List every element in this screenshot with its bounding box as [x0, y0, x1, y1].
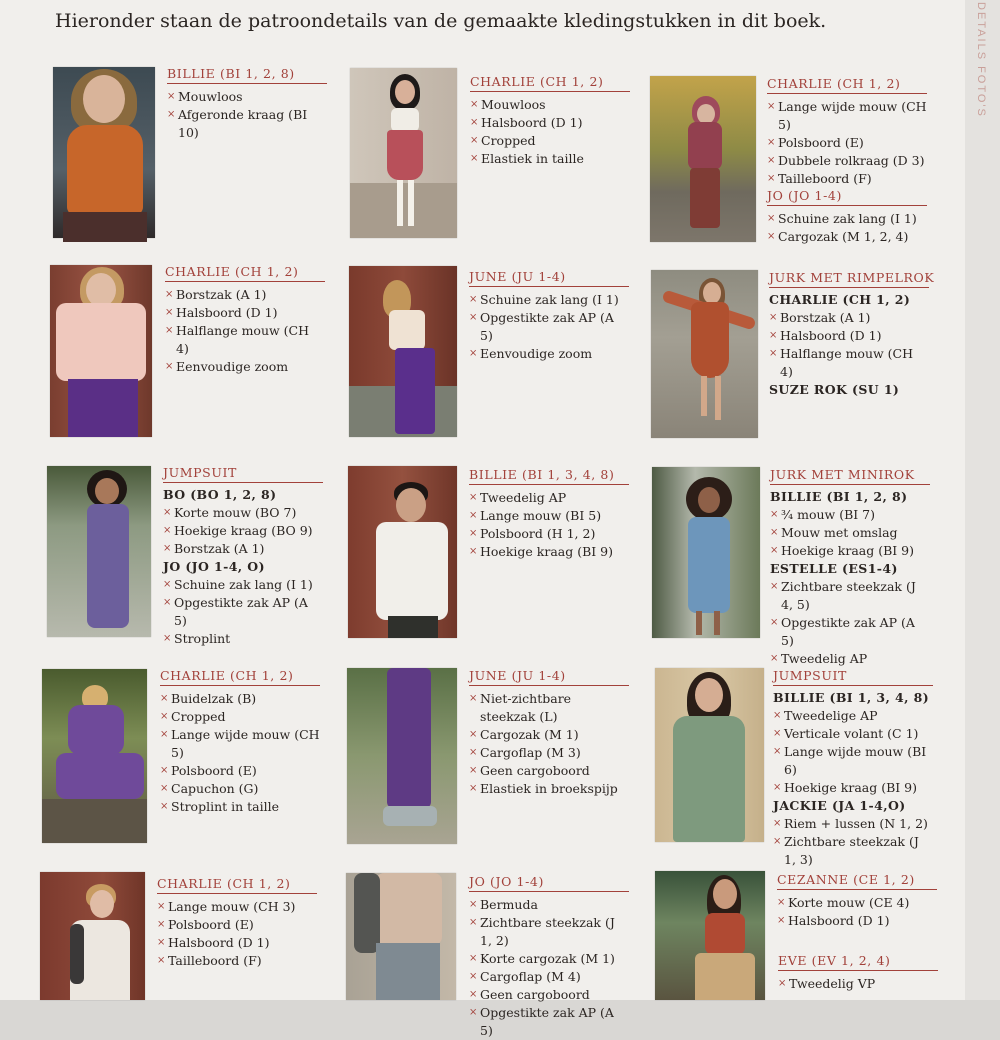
photo-charlie-jo-outfit [650, 76, 756, 242]
bullet-icon: × [469, 899, 478, 910]
block-title: JUMPSUIT [163, 465, 323, 483]
list-item [469, 762, 629, 780]
list-item-text: Schuine zak lang (I 1) [778, 211, 917, 226]
bullet-icon: × [165, 307, 174, 318]
list-item-text: Opgestikte zak AP (A 5) [480, 1005, 614, 1038]
bullet-icon: × [469, 492, 478, 503]
bullet-icon: × [160, 729, 169, 740]
block-title: CHARLIE (CH 1, 2) [160, 668, 320, 686]
bullet-icon: × [469, 294, 478, 305]
list-item-text: Tailleboord (F) [778, 171, 872, 186]
bullet-icon: × [773, 818, 782, 829]
bullet-icon: × [773, 836, 782, 847]
list-item [469, 744, 629, 762]
list-item [469, 1004, 629, 1040]
list-item-text: Cropped [171, 709, 226, 724]
block-subtitle: BILLIE (BI 1, 3, 4, 8) [773, 690, 930, 705]
block-subtitle: CHARLIE (CH 1, 2) [769, 292, 911, 307]
bullet-icon: × [767, 231, 776, 242]
bullet-icon: × [165, 325, 174, 336]
bullet-icon: × [157, 901, 166, 912]
block-subtitle: BO (BO 1, 2, 8) [163, 487, 277, 502]
list-item-text: Hoekige kraag (BO 9) [174, 523, 313, 538]
bullet-icon: × [773, 710, 782, 721]
list-item [769, 327, 929, 345]
detail-block [470, 74, 630, 168]
bullet-icon: × [469, 783, 478, 794]
detail-block [773, 668, 933, 869]
bullet-icon: × [470, 153, 479, 164]
list-item [157, 916, 317, 934]
list-item [769, 309, 929, 327]
block-title: JO (JO 1-4) [767, 188, 927, 206]
list-item [160, 726, 320, 762]
list-item [469, 914, 629, 950]
detail-block [157, 876, 317, 970]
list-item-text: Borstzak (A 1) [176, 287, 267, 302]
list-item [165, 322, 325, 358]
block-title: JURK MET MINIROK [770, 467, 930, 485]
list-item-text: Polsboord (E) [171, 763, 257, 778]
block-title: JUNE (JU 1-4) [469, 269, 629, 287]
list-item-text: Halsboord (D 1) [176, 305, 278, 320]
list-item [767, 152, 927, 170]
list-item [470, 150, 630, 168]
list-item-text: Hoekige kraag (BI 9) [784, 780, 918, 795]
detail-block [778, 953, 938, 993]
list-item [773, 779, 933, 797]
detail-block [469, 668, 629, 798]
list-item [770, 614, 930, 650]
bullet-icon: × [157, 937, 166, 948]
bullet-icon: × [770, 581, 779, 592]
photo-jurk-rimpelrok [651, 270, 758, 438]
list-item [767, 98, 927, 134]
list-item [469, 309, 629, 345]
list-item [773, 725, 933, 743]
list-item [163, 540, 323, 558]
photo-charlie-raglan [40, 872, 145, 1000]
list-item [777, 912, 937, 930]
list-item-text: Lange wijde mouw (BI 6) [784, 744, 927, 777]
bullet-icon: × [469, 989, 478, 1000]
block-subtitle: SUZE ROK (SU 1) [769, 382, 900, 397]
bullet-icon: × [163, 579, 172, 590]
bullet-icon: × [770, 653, 779, 664]
bullet-icon: × [470, 99, 479, 110]
list-item-text: Cropped [481, 133, 536, 148]
list-item-text: Borstzak (A 1) [174, 541, 265, 556]
list-item [160, 762, 320, 780]
block-title: CEZANNE (CE 1, 2) [777, 872, 937, 890]
block-title: JUMPSUIT [773, 668, 933, 686]
sidebar-title: DETAILS FOTO'S [975, 2, 987, 118]
block-title: BILLIE (BI 1, 3, 4, 8) [469, 467, 629, 485]
list-item-text: Verticale volant (C 1) [784, 726, 919, 741]
block-subtitle: ESTELLE (ES1-4) [770, 561, 898, 576]
photo-jo-bermuda [346, 873, 456, 1000]
page-edge [965, 0, 1000, 1000]
detail-block [767, 76, 927, 188]
list-item [770, 650, 930, 668]
list-item-text: Tweedelig VP [789, 976, 876, 991]
list-item [469, 489, 629, 507]
list-item-text: Geen cargoboord [480, 763, 590, 778]
list-item-text: Halsboord (D 1) [788, 913, 890, 928]
bullet-icon: × [770, 545, 779, 556]
list-item-text: Lange wijde mouw (CH 5) [778, 99, 927, 132]
list-item-text: Opgestikte zak AP (A 5) [174, 595, 308, 628]
list-item-text: Halflange mouw (CH 4) [176, 323, 310, 356]
detail-block [469, 874, 629, 1040]
detail-block [770, 467, 930, 668]
list-item [469, 986, 629, 1004]
list-item [470, 96, 630, 114]
bullet-icon: × [469, 546, 478, 557]
list-item [770, 506, 930, 524]
bullet-icon: × [163, 633, 172, 644]
list-item [769, 345, 929, 381]
list-item [167, 88, 327, 106]
list-item-text: Polsboord (E) [778, 135, 864, 150]
photo-billie-top [53, 67, 155, 238]
list-item [165, 358, 325, 376]
list-item [160, 708, 320, 726]
list-item-text: Schuine zak lang (I 1) [174, 577, 313, 592]
list-item [163, 594, 323, 630]
list-item-text: Geen cargoboord [480, 987, 590, 1002]
bullet-icon: × [767, 101, 776, 112]
bullet-icon: × [469, 971, 478, 982]
block-title: JURK MET RIMPELROK [769, 270, 929, 288]
list-item-text: Eenvoudige zoom [176, 359, 289, 374]
list-item-text: Cargozak (M 1, 2, 4) [778, 229, 909, 244]
list-item-text: Riem + lussen (N 1, 2) [784, 816, 928, 831]
bullet-icon: × [773, 782, 782, 793]
detail-block [165, 264, 325, 376]
bullet-icon: × [469, 953, 478, 964]
list-item [767, 228, 927, 246]
list-item-text: Hoekige kraag (BI 9) [781, 543, 915, 558]
list-item-text: Borstzak (A 1) [780, 310, 871, 325]
intro-text: Hieronder staan de patroondetails van de gemaakte kledingstukken in dit boek. [55, 10, 827, 32]
list-item-text: Mouwloos [178, 89, 243, 104]
list-item [469, 968, 629, 986]
list-item-text: Halsboord (D 1) [481, 115, 583, 130]
bullet-icon: × [469, 765, 478, 776]
list-item-text: Zichtbare steekzak (J 4, 5) [781, 579, 916, 612]
list-item [469, 543, 629, 561]
photo-jumpsuit-billie-jackie [655, 668, 764, 842]
list-item [773, 815, 933, 833]
list-item-text: Mouwloos [481, 97, 546, 112]
list-item-text: Zichtbare steekzak (J 1, 2) [480, 915, 615, 948]
bullet-icon: × [767, 137, 776, 148]
bullet-icon: × [767, 155, 776, 166]
bullet-icon: × [160, 711, 169, 722]
photo-charlie-pink-shirt [50, 265, 152, 437]
list-item [167, 106, 327, 142]
list-item [157, 898, 317, 916]
bullet-icon: × [163, 525, 172, 536]
list-item [767, 210, 927, 228]
photo-charlie-purple-set [42, 669, 147, 843]
list-item [469, 291, 629, 309]
list-item-text: Opgestikte zak AP (A 5) [480, 310, 614, 343]
list-item-text: Stroplint [174, 631, 231, 646]
list-item [767, 134, 927, 152]
bullet-icon: × [470, 117, 479, 128]
list-item [773, 743, 933, 779]
bullet-icon: × [469, 693, 478, 704]
list-item-text: Halsboord (D 1) [780, 328, 882, 343]
block-title: JUNE (JU 1-4) [469, 668, 629, 686]
list-item-text: ¾ mouw (BI 7) [781, 507, 875, 522]
list-item [469, 780, 629, 798]
bullet-icon: × [767, 213, 776, 224]
list-item [470, 114, 630, 132]
bullet-icon: × [469, 312, 478, 323]
list-item-text: Lange mouw (CH 3) [168, 899, 296, 914]
list-item-text: Korte mouw (CE 4) [788, 895, 910, 910]
photo-jurk-minirok [652, 467, 760, 638]
list-item [165, 304, 325, 322]
list-item-text: Hoekige kraag (BI 9) [480, 544, 614, 559]
list-item [770, 578, 930, 614]
block-title: CHARLIE (CH 1, 2) [470, 74, 630, 92]
list-item-text: Mouw met omslag [781, 525, 898, 540]
bullet-icon: × [167, 109, 176, 120]
list-item-text: Stroplint in taille [171, 799, 280, 814]
list-item-text: Cargoflap (M 3) [480, 745, 581, 760]
list-item-text: Bermuda [480, 897, 538, 912]
detail-block [163, 465, 323, 648]
bullet-icon: × [777, 897, 786, 908]
bullet-icon: × [165, 289, 174, 300]
list-item-text: Tweedelig AP [480, 490, 567, 505]
list-item [770, 524, 930, 542]
detail-block [469, 269, 629, 363]
list-item-text: Elastiek in taille [481, 151, 584, 166]
list-item [469, 345, 629, 363]
list-item-text: Elastiek in broekspijp [480, 781, 618, 796]
bullet-icon: × [160, 783, 169, 794]
bullet-icon: × [160, 693, 169, 704]
bullet-icon: × [773, 746, 782, 757]
detail-block [160, 668, 320, 816]
detail-block [767, 188, 927, 246]
list-item [773, 833, 933, 869]
bullet-icon: × [157, 919, 166, 930]
list-item [160, 780, 320, 798]
list-item [469, 507, 629, 525]
list-item [469, 525, 629, 543]
list-item [163, 504, 323, 522]
bullet-icon: × [160, 765, 169, 776]
list-item [469, 690, 629, 726]
list-item-text: Zichtbare steekzak (J 1, 3) [784, 834, 919, 867]
list-item [469, 950, 629, 968]
block-subtitle: JO (JO 1-4, O) [163, 559, 265, 574]
list-item-text: Afgeronde kraag (BI 10) [178, 107, 308, 140]
bullet-icon: × [165, 361, 174, 372]
list-item-text: Tweedelig AP [781, 651, 868, 666]
bullet-icon: × [770, 527, 779, 538]
list-item-text: Buidelzak (B) [171, 691, 257, 706]
list-item-text: Halsboord (D 1) [168, 935, 270, 950]
photo-billie-white-shirt [348, 466, 457, 638]
list-item [777, 894, 937, 912]
photo-jumpsuit-bo [47, 466, 151, 637]
detail-block [777, 872, 937, 930]
bullet-icon: × [167, 91, 176, 102]
bullet-icon: × [160, 801, 169, 812]
block-title: CHARLIE (CH 1, 2) [767, 76, 927, 94]
list-item-text: Opgestikte zak AP (A 5) [781, 615, 915, 648]
bullet-icon: × [777, 915, 786, 926]
detail-block [469, 467, 629, 561]
list-item [778, 975, 938, 993]
bullet-icon: × [778, 978, 787, 989]
list-item [470, 132, 630, 150]
list-item-text: Lange wijde mouw (CH 5) [171, 727, 320, 760]
bullet-icon: × [469, 1007, 478, 1018]
bullet-icon: × [157, 955, 166, 966]
bullet-icon: × [469, 747, 478, 758]
bullet-icon: × [163, 597, 172, 608]
bullet-icon: × [767, 173, 776, 184]
bullet-icon: × [769, 312, 778, 323]
list-item [469, 726, 629, 744]
list-item [767, 170, 927, 188]
list-item-text: Halflange mouw (CH 4) [780, 346, 914, 379]
list-item-text: Tweedelige AP [784, 708, 878, 723]
photo-june-cargo [347, 668, 457, 844]
list-item-text: Schuine zak lang (I 1) [480, 292, 619, 307]
block-title: JO (JO 1-4) [469, 874, 629, 892]
list-item [160, 690, 320, 708]
list-item-text: Lange mouw (BI 5) [480, 508, 602, 523]
photo-june-purple-pants [349, 266, 457, 437]
list-item [165, 286, 325, 304]
list-item [157, 934, 317, 952]
detail-block [167, 66, 327, 142]
bullet-icon: × [770, 509, 779, 520]
list-item-text: Korte cargozak (M 1) [480, 951, 615, 966]
bullet-icon: × [469, 528, 478, 539]
list-item [157, 952, 317, 970]
detail-block [769, 270, 935, 399]
block-title: BILLIE (BI 1, 2, 8) [167, 66, 327, 84]
bullet-icon: × [163, 507, 172, 518]
list-item-text: Cargoflap (M 4) [480, 969, 581, 984]
list-item [163, 576, 323, 594]
photo-charlie-top-dress [350, 68, 457, 238]
list-item-text: Korte mouw (BO 7) [174, 505, 297, 520]
list-item-text: Tailleboord (F) [168, 953, 262, 968]
bullet-icon: × [469, 729, 478, 740]
bullet-icon: × [470, 135, 479, 146]
bullet-icon: × [163, 543, 172, 554]
block-subtitle: JACKIE (JA 1-4,O) [773, 798, 906, 813]
list-item-text: Eenvoudige zoom [480, 346, 593, 361]
list-item [773, 707, 933, 725]
bullet-icon: × [469, 510, 478, 521]
list-item [160, 798, 320, 816]
bullet-icon: × [469, 917, 478, 928]
list-item-text: Polsboord (E) [168, 917, 254, 932]
bullet-icon: × [769, 348, 778, 359]
list-item-text: Niet-zichtbare steekzak (L) [480, 691, 572, 724]
bullet-icon: × [773, 728, 782, 739]
list-item-text: Polsboord (H 1, 2) [480, 526, 596, 541]
list-item [163, 522, 323, 540]
list-item [770, 542, 930, 560]
list-item [469, 896, 629, 914]
photo-cezanne-eve [655, 871, 765, 1000]
block-title: CHARLIE (CH 1, 2) [165, 264, 325, 282]
list-item [163, 630, 323, 648]
block-title: CHARLIE (CH 1, 2) [157, 876, 317, 894]
bullet-icon: × [770, 617, 779, 628]
list-item-text: Capuchon (G) [171, 781, 259, 796]
bullet-icon: × [769, 330, 778, 341]
block-subtitle: BILLIE (BI 1, 2, 8) [770, 489, 908, 504]
block-title: EVE (EV 1, 2, 4) [778, 953, 938, 971]
bullet-icon: × [469, 348, 478, 359]
list-item-text: Cargozak (M 1) [480, 727, 579, 742]
list-item-text: Dubbele rolkraag (D 3) [778, 153, 925, 168]
